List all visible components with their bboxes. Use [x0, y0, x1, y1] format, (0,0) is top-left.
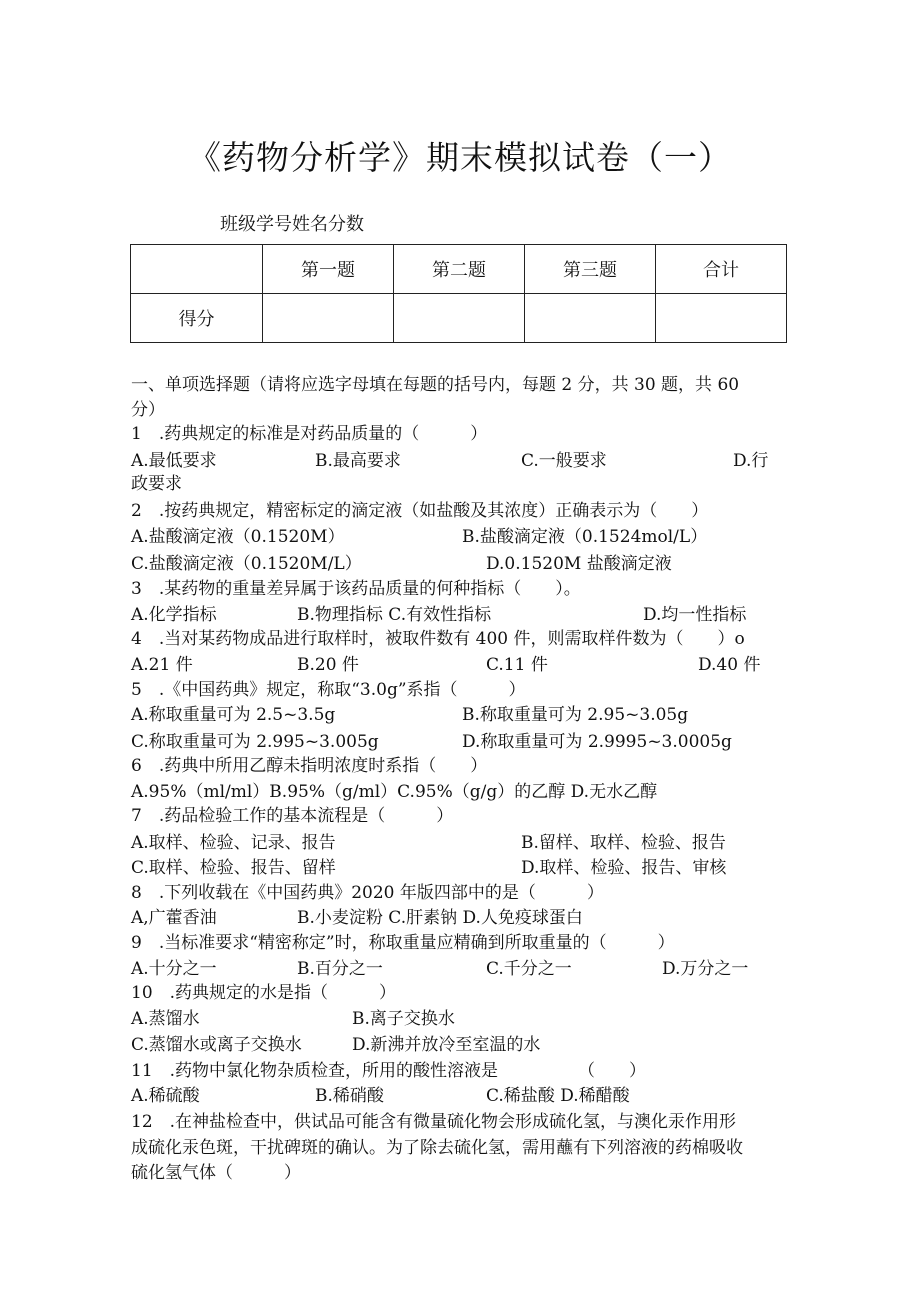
question-stem: 8 .下列收载在《中国药典》2020 年版四部中的是（ ） — [131, 883, 604, 903]
score-cell-total — [656, 294, 787, 343]
option-b: B.最高要求 — [315, 451, 401, 471]
score-cell-q2 — [394, 294, 525, 343]
score-header-q3: 第三题 — [525, 245, 656, 294]
section-heading-cont: 分） — [131, 400, 165, 420]
answer-paren: （ ） — [578, 1061, 646, 1081]
question-stem: 6 .药典中所用乙醇未指明浓度时系指（ ） — [131, 756, 488, 776]
page-title: 《药物分析学》期末模拟试卷（一） — [188, 138, 732, 177]
option-d: D.取样、检验、报告、审核 — [521, 858, 727, 878]
option-b: B.百分之一 — [297, 959, 383, 979]
question-stem: 3 .某药物的重量差异属于该药品质量的何种指标（ ）。 — [131, 579, 581, 599]
option-a: A.称取重量可为 2.5~3.5g — [131, 705, 336, 725]
question-stem: 11 .药物中氯化物杂质检查，所用的酸性溶液是 — [131, 1061, 499, 1081]
question-stem: 7 .药品检验工作的基本流程是（ ） — [131, 806, 454, 826]
option-a: A.化学指标 — [131, 605, 217, 625]
score-table — [130, 244, 787, 343]
option-c: C.一般要求 — [521, 451, 607, 471]
option-a: A.十分之一 — [131, 959, 217, 979]
option-b: B.物理指标 C.有效性指标 — [297, 605, 492, 625]
option-d: D.新沸并放冷至室温的水 — [352, 1035, 541, 1055]
option-b: B.离子交换水 — [352, 1009, 455, 1029]
option-d: D.万分之一 — [662, 959, 749, 979]
option-c: C.盐酸滴定液（0.1520M∕L） — [131, 554, 362, 574]
option-line: A.95%（ml∕ml）B.95%（g∕ml）C.95%（g∕g）的乙醇 D.无水乙醇 — [131, 782, 658, 802]
option-d: D.行 — [733, 451, 769, 471]
option-c: C.千分之一 — [486, 959, 572, 979]
option-a: A.最低要求 — [131, 451, 217, 471]
option-a: A.蒸馏水 — [131, 1009, 200, 1029]
option-c: C.11 件 — [486, 655, 548, 675]
question-stem: 5 .《中国药典》规定，称取“3.0g”系指（ ） — [131, 680, 526, 700]
option-c: C.称取重量可为 2.995~3.005g — [131, 732, 379, 752]
question-stem: 1 .药典规定的标准是对药品质量的（ ） — [131, 424, 488, 444]
option-b: B.稀硝酸 — [315, 1086, 384, 1106]
question-stem-cont: 硫化氢气体（ ） — [131, 1163, 301, 1183]
score-table-corner — [131, 245, 263, 294]
score-header-q2: 第二题 — [394, 245, 525, 294]
score-cell-q3 — [525, 294, 656, 343]
question-stem: 12 .在神盐检查中，供试品可能含有微量硫化物会形成硫化氢，与澳化汞作用形 — [131, 1112, 737, 1132]
option-d: D.均一性指标 — [643, 605, 747, 625]
option-d: D.称取重量可为 2.9995~3.0005g — [462, 732, 732, 752]
option-b: B.称取重量可为 2.95~3.05g — [462, 705, 689, 725]
score-table-header-row — [131, 245, 787, 294]
score-header-q1: 第一题 — [263, 245, 394, 294]
option-b: B.小麦淀粉 C.肝素钠 D.人免疫球蛋白 — [297, 908, 583, 928]
option-b: B.20 件 — [297, 655, 359, 675]
option-b: B.留样、取样、检验、报告 — [521, 833, 726, 853]
question-stem: 4 .当对某药物成品进行取样时，被取件数有 400 件，则需取样件数为（ ）o — [131, 629, 745, 649]
score-cell-q1 — [263, 294, 394, 343]
score-table-score-row — [131, 294, 787, 343]
option-c: C.蒸馏水或离子交换水 — [131, 1035, 302, 1055]
option-a: A,广藿香油 — [131, 908, 217, 928]
score-header-total: 合计 — [656, 245, 787, 294]
score-row-label: 得分 — [131, 294, 263, 343]
option-a: A.盐酸滴定液（0.1520M） — [131, 527, 345, 547]
question-stem: 2 .按药典规定，精密标定的滴定液（如盐酸及其浓度）正确表示为（ ） — [131, 501, 709, 521]
question-stem-cont: 成硫化汞色斑，干扰碑斑的确认。为了除去硫化氢，需用蘸有下列溶液的药棉吸收 — [131, 1138, 743, 1158]
section-heading: 一、单项选择题（请将应选字母填在每题的括号内，每题 2 分，共 30 题，共 60 — [131, 375, 740, 395]
question-stem: 9 .当标准要求“精密称定”时，称取重量应精确到所取重量的（ ） — [131, 933, 675, 953]
option-a: A.稀硫酸 — [131, 1086, 200, 1106]
option-b: B.盐酸滴定液（0.1524mol∕L） — [462, 527, 708, 547]
option-d-cont: 政要求 — [131, 474, 182, 494]
option-d: D.40 件 — [698, 655, 761, 675]
option-c: C.取样、检验、报告、留样 — [131, 858, 336, 878]
question-stem: 10 .药典规定的水是指（ ） — [131, 983, 397, 1003]
option-c: C.稀盐酸 D.稀醋酸 — [486, 1086, 630, 1106]
student-info-line: 班级学号姓名分数 — [220, 214, 364, 235]
option-a: A.取样、检验、记录、报告 — [131, 833, 336, 853]
option-d: D.0.1520M 盐酸滴定液 — [486, 554, 672, 574]
option-a: A.21 件 — [131, 655, 193, 675]
